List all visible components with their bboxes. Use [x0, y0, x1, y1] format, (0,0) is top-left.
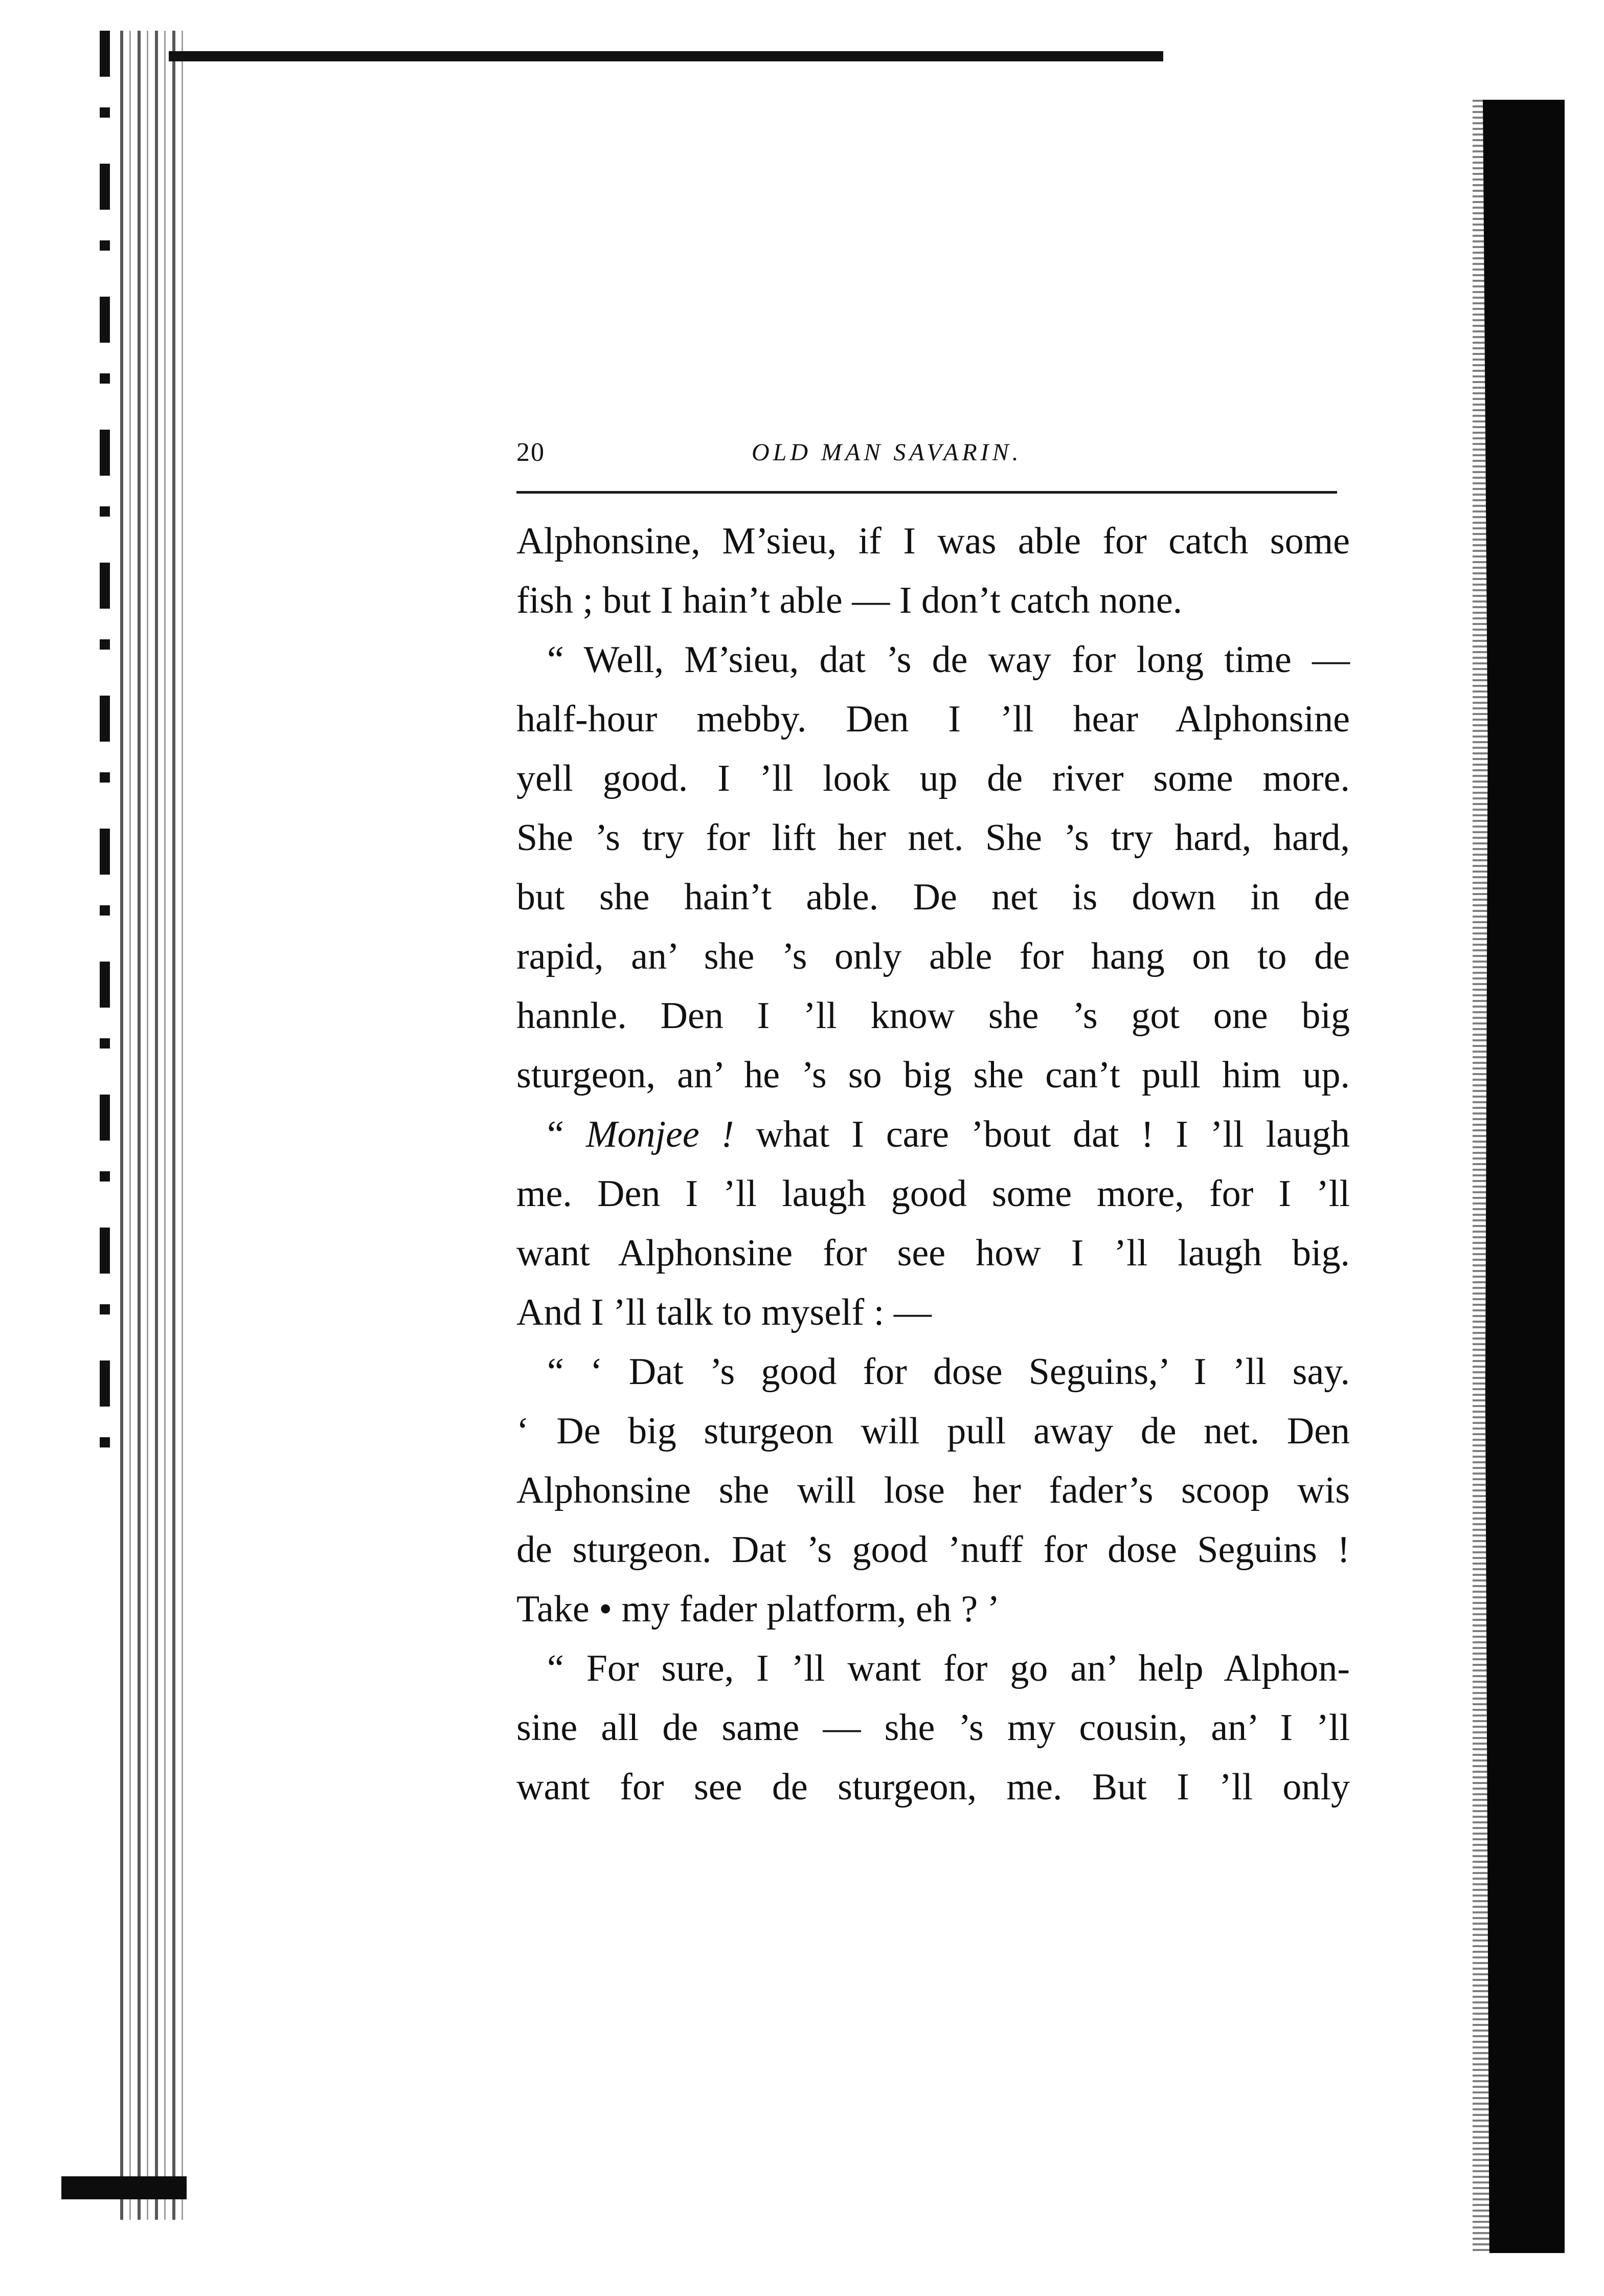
text-line: Alphonsine, M’sieu, if I was able for catch some [516, 520, 1350, 562]
text-line: “ Well, M’sieu, dat ’s de way for long time — [547, 639, 1350, 681]
scan-top-edge [169, 51, 1163, 61]
text-line: She ’s try for lift her net. She ’s try hard, hard, [516, 817, 1350, 859]
text-line: Alphonsine she will lose her fader’s scoop wis [516, 1469, 1350, 1511]
text-line: but she hain’t able. De net is down in de [516, 876, 1350, 918]
text-line: “ Monjee ! what I care ’bout dat ! I ’ll laugh [547, 1113, 1350, 1155]
text-line: Take • my fader platform, eh ? ’ [516, 1588, 1000, 1630]
scan-right-edge [1483, 100, 1565, 2253]
text-line: hannle. Den I ’ll know she ’s got one big [516, 995, 1350, 1037]
text-line: And I ’ll talk to myself : — [516, 1291, 932, 1333]
scan-bottom-corner [61, 2176, 187, 2199]
text-line: fish ; but I hain’t able — I don’t catch none. [516, 579, 1183, 621]
scan-binding-edge [120, 31, 187, 2220]
text-line: want for see de sturgeon, me. But I ’ll only [516, 1766, 1350, 1808]
text-line: ‘ De big sturgeon will pull away de net. Den [516, 1410, 1350, 1452]
text-line: want Alphonsine for see how I ’ll laugh big. [516, 1232, 1350, 1274]
body-text [516, 511, 1350, 1817]
page-header [516, 437, 1337, 478]
text-line: sine all de same — she ’s my cousin, an’ I ’ll [516, 1707, 1350, 1749]
header-rule [516, 491, 1337, 494]
scan-margin-marks [92, 31, 118, 1463]
text-line: me. Den I ’ll laugh good some more, for I ’ll [516, 1173, 1350, 1215]
text-line: sturgeon, an’ he ’s so big she can’t pull him up. [516, 1054, 1350, 1096]
text-line: de sturgeon. Dat ’s good ’nuff for dose Seguins ! [516, 1529, 1350, 1571]
text-line: yell good. I ’ll look up de river some more. [516, 757, 1350, 799]
text-line: “ ‘ Dat ’s good for dose Seguins,’ I ’ll say. [547, 1351, 1350, 1393]
running-head: OLD MAN SAVARIN. [752, 439, 1022, 466]
text-line: rapid, an’ she ’s only able for hang on to de [516, 935, 1350, 977]
text-line: half-hour mebby. Den I ’ll hear Alphonsine [516, 698, 1350, 740]
text-line: “ For sure, I ’ll want for go an’ help Alphon- [547, 1647, 1350, 1689]
page-number: 20 [516, 438, 545, 467]
